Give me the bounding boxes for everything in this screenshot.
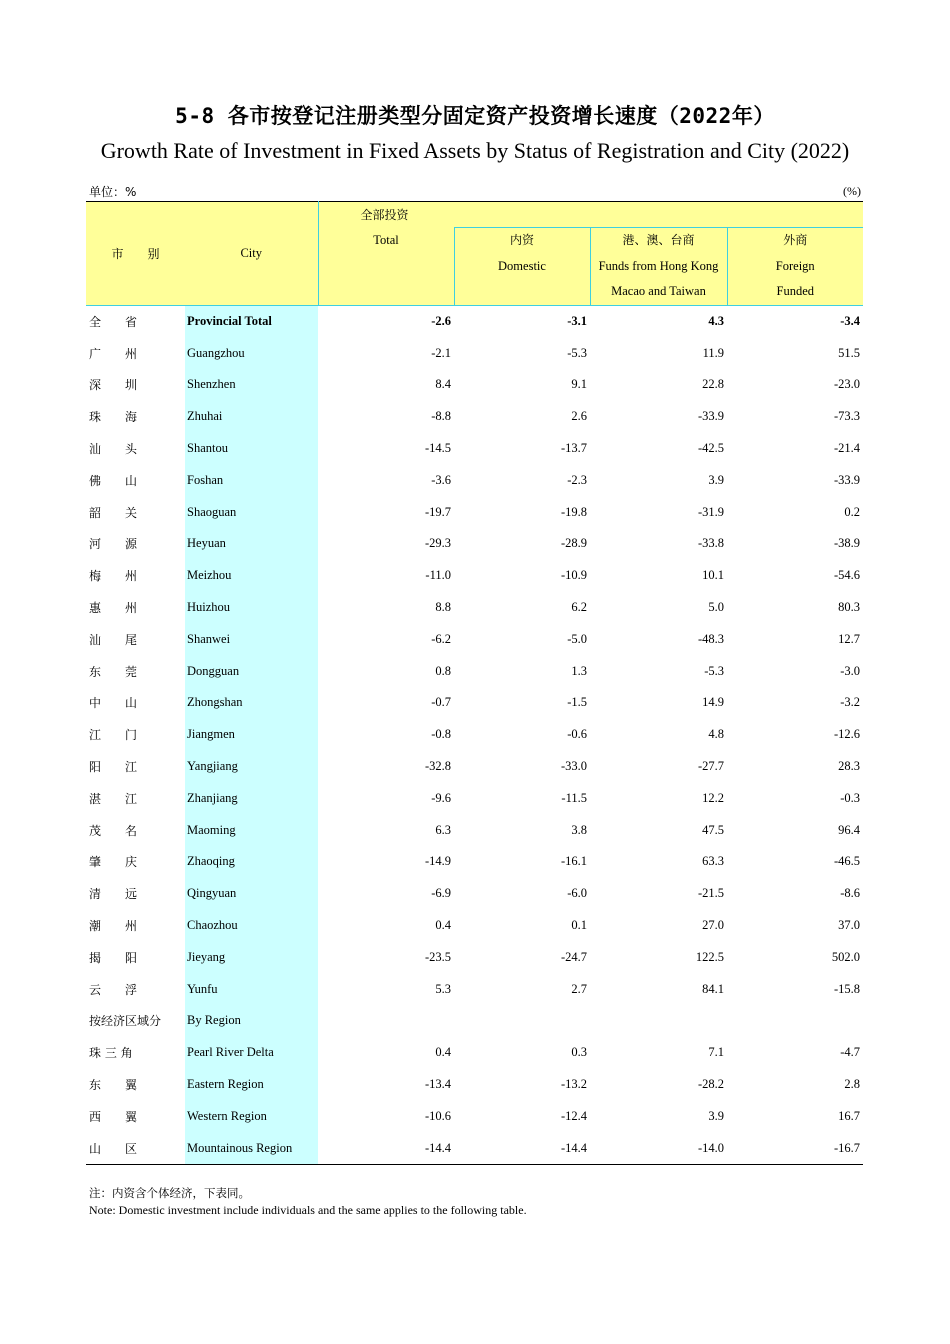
row-foreign-value: -73.3 <box>833 409 860 424</box>
row-city-cn: 深 圳 <box>89 378 138 393</box>
row-city-cn: 汕 头 <box>89 442 138 457</box>
table-row <box>86 433 863 465</box>
row-total-value: -0.8 <box>431 727 451 742</box>
row-hmt-value: 22.8 <box>702 377 724 392</box>
row-hmt-value: 5.0 <box>708 600 724 615</box>
row-hmt-value: 122.5 <box>695 949 724 964</box>
table-row <box>86 401 863 433</box>
row-city-cn: 东 莞 <box>89 664 138 679</box>
row-city-en: Maoming <box>185 814 318 846</box>
row-city-en: Jiangmen <box>185 719 318 751</box>
table-row <box>86 910 863 942</box>
table-row <box>86 1132 863 1164</box>
row-total-value: -2.1 <box>431 345 451 360</box>
header-domestic <box>454 228 590 306</box>
table-row <box>86 305 863 337</box>
row-domestic-value: -13.2 <box>560 1077 587 1092</box>
footnote-cn: 注：内资含个体经济，下表同。 <box>89 1186 250 1200</box>
row-foreign-value: -33.9 <box>833 472 860 487</box>
row-hmt-value: -48.3 <box>697 631 724 646</box>
row-hmt-value: -33.9 <box>697 409 724 424</box>
row-foreign-value: -12.6 <box>833 727 860 742</box>
row-foreign-value <box>727 1005 863 1037</box>
row-domestic-value <box>454 1005 590 1037</box>
row-city-cn: 梅 州 <box>89 569 138 584</box>
row-hmt-value: 7.1 <box>708 1045 724 1060</box>
row-city-cn: 全 省 <box>89 314 138 329</box>
row-city-cn: 韶 关 <box>89 505 138 520</box>
row-city-en: Mountainous Region <box>185 1132 318 1164</box>
row-domestic-value: 0.3 <box>571 1045 587 1060</box>
row-domestic-value: -1.5 <box>567 695 587 710</box>
row-domestic-value: 1.3 <box>571 663 587 678</box>
row-city-en: Shenzhen <box>185 369 318 401</box>
table-row <box>86 878 863 910</box>
header-total-en: Total <box>318 228 454 306</box>
row-total-value: 0.8 <box>435 663 451 678</box>
row-domestic-value: 2.7 <box>571 981 587 996</box>
row-domestic-value: -3.1 <box>567 313 587 328</box>
row-foreign-value: -4.7 <box>840 1045 860 1060</box>
row-city-cn: 珠 海 <box>89 410 138 425</box>
table-row <box>86 846 863 878</box>
header-foreign-en-1: Foreign <box>775 258 815 273</box>
row-city-cn: 茂 名 <box>89 823 138 838</box>
row-city-en: Zhuhai <box>185 401 318 433</box>
row-hmt-value: -31.9 <box>697 504 724 519</box>
row-domestic-value: -11.5 <box>561 790 587 805</box>
row-foreign-value: -3.0 <box>840 663 860 678</box>
row-city-en: Shaoguan <box>185 496 318 528</box>
row-domestic-value: -6.0 <box>567 886 587 901</box>
row-domestic-value: -33.0 <box>560 759 587 774</box>
row-hmt-value: 14.9 <box>702 695 724 710</box>
table-row <box>86 1100 863 1132</box>
header-hmt-cn: 港、澳、台商 <box>622 233 695 247</box>
row-city-cn: 云 浮 <box>89 982 138 997</box>
row-city-en: Zhanjiang <box>185 782 318 814</box>
footnote-en: Note: Domestic investment include individuals and the same applies to the following table. <box>89 1203 527 1217</box>
row-total-value: -19.7 <box>424 504 451 519</box>
row-city-en: Yunfu <box>185 973 318 1005</box>
row-domestic-value: -5.0 <box>567 631 587 646</box>
row-domestic-value: 9.1 <box>571 377 587 392</box>
row-city-cn: 江 门 <box>89 728 138 743</box>
row-total-value: -11.0 <box>425 568 451 583</box>
row-domestic-value: -16.1 <box>560 854 587 869</box>
row-hmt-value: -42.5 <box>697 441 724 456</box>
row-hmt-value: 3.9 <box>708 1108 724 1123</box>
table-row <box>86 1037 863 1069</box>
row-total-value: -32.8 <box>424 759 451 774</box>
row-city-cn: 按经济区域分 <box>89 1014 162 1029</box>
row-foreign-value: -15.8 <box>833 981 860 996</box>
row-total-value: 6.3 <box>435 822 451 837</box>
row-foreign-value: -54.6 <box>833 568 860 583</box>
data-table <box>86 201 863 1165</box>
unit-label-en: (%) <box>843 184 861 198</box>
row-total-value: -9.6 <box>431 790 451 805</box>
header-domestic-cn: 内资 <box>509 233 534 247</box>
row-foreign-value: -23.0 <box>833 377 860 392</box>
row-city-cn: 清 远 <box>89 887 138 902</box>
row-city-en: Jieyang <box>185 941 318 973</box>
row-city-cn: 广 州 <box>89 346 138 361</box>
row-total-value: -14.9 <box>424 854 451 869</box>
row-domestic-value: 0.1 <box>571 918 587 933</box>
table-row <box>86 464 863 496</box>
row-city-en: Heyuan <box>185 528 318 560</box>
row-city-en: Shanwei <box>185 623 318 655</box>
row-domestic-value: -28.9 <box>560 536 587 551</box>
table-row <box>86 560 863 592</box>
row-domestic-value: -10.9 <box>560 568 587 583</box>
row-domestic-value: -0.6 <box>567 727 587 742</box>
table-row <box>86 369 863 401</box>
row-hmt-value: 3.9 <box>708 472 724 487</box>
header-foreign <box>727 228 863 306</box>
row-total-value: -14.5 <box>424 441 451 456</box>
table-row <box>86 1005 863 1037</box>
row-domestic-value: -2.3 <box>567 472 587 487</box>
row-city-en: Foshan <box>185 464 318 496</box>
row-city-cn: 湛 江 <box>89 791 138 806</box>
row-domestic-value: 2.6 <box>571 409 587 424</box>
row-city-en: Qingyuan <box>185 878 318 910</box>
row-hmt-value: 84.1 <box>702 981 724 996</box>
row-city-cn: 汕 尾 <box>89 632 138 647</box>
table-row <box>86 1069 863 1101</box>
row-total-value: -6.2 <box>431 631 451 646</box>
header-hmt <box>590 228 727 306</box>
row-foreign-value: 0.2 <box>844 504 860 519</box>
header-city-en: City <box>185 202 318 306</box>
row-total-value: -2.6 <box>431 313 451 328</box>
row-city-cn: 肇 庆 <box>89 855 138 870</box>
row-hmt-value: -33.8 <box>697 536 724 551</box>
row-foreign-value: 2.8 <box>844 1077 860 1092</box>
row-city-en: Dongguan <box>185 655 318 687</box>
row-foreign-value: 80.3 <box>838 600 860 615</box>
row-city-en: Pearl River Delta <box>185 1037 318 1069</box>
row-city-en: Huizhou <box>185 592 318 624</box>
row-total-value: 0.4 <box>435 918 451 933</box>
row-total-value: -0.7 <box>431 695 451 710</box>
row-hmt-value: -27.7 <box>697 759 724 774</box>
row-domestic-value: -13.7 <box>560 441 587 456</box>
row-hmt-value: 4.8 <box>708 727 724 742</box>
table-row <box>86 623 863 655</box>
row-foreign-value: -0.3 <box>840 790 860 805</box>
row-hmt-value: 47.5 <box>702 822 724 837</box>
row-city-cn: 山 区 <box>89 1141 138 1156</box>
row-foreign-value: -21.4 <box>833 441 860 456</box>
row-domestic-value: -5.3 <box>567 345 587 360</box>
row-city-cn: 中 山 <box>89 696 138 711</box>
row-total-value: 0.4 <box>435 1045 451 1060</box>
row-total-value: -14.4 <box>424 1140 451 1155</box>
row-foreign-value: -3.2 <box>840 695 860 710</box>
row-foreign-value: 37.0 <box>838 918 860 933</box>
row-hmt-value: 63.3 <box>702 854 724 869</box>
row-foreign-value: 12.7 <box>838 631 860 646</box>
row-city-en: Shantou <box>185 433 318 465</box>
row-city-cn: 珠 三 角 <box>89 1046 133 1061</box>
row-foreign-value: 51.5 <box>838 345 860 360</box>
row-foreign-value: 28.3 <box>838 759 860 774</box>
header-city-cn: 市 别 <box>86 202 185 306</box>
row-foreign-value: -3.4 <box>840 313 860 328</box>
row-total-value: 8.4 <box>435 377 451 392</box>
row-city-en: Provincial Total <box>185 305 318 337</box>
row-city-en: Yangjiang <box>185 751 318 783</box>
row-city-en: Meizhou <box>185 560 318 592</box>
row-city-en: Zhaoqing <box>185 846 318 878</box>
header-domestic-en: Domestic <box>498 258 546 273</box>
table-row <box>86 719 863 751</box>
page-title-en: Growth Rate of Investment in Fixed Assets by Status of Registration and City (2022) <box>100 138 850 163</box>
row-domestic-value: -14.4 <box>560 1140 587 1155</box>
row-hmt-value: 10.1 <box>702 568 724 583</box>
row-foreign-value: -38.9 <box>833 536 860 551</box>
table-row <box>86 941 863 973</box>
row-city-cn: 阳 江 <box>89 760 138 775</box>
row-foreign-value: 502.0 <box>831 949 860 964</box>
row-domestic-value: 3.8 <box>571 822 587 837</box>
row-city-cn: 东 翼 <box>89 1078 138 1093</box>
table-row <box>86 496 863 528</box>
table-row <box>86 751 863 783</box>
header-hmt-en-1: Funds from Hong Kong <box>598 258 719 273</box>
row-hmt-value: -14.0 <box>697 1140 724 1155</box>
row-hmt-value: 4.3 <box>708 313 724 328</box>
row-hmt-value: 11.9 <box>702 345 724 360</box>
row-foreign-value: -46.5 <box>833 854 860 869</box>
table-row <box>86 814 863 846</box>
row-total-value: -23.5 <box>424 949 451 964</box>
row-total-value: -10.6 <box>424 1108 451 1123</box>
header-hmt-en-2: Macao and Taiwan <box>611 284 706 298</box>
page-title-cn: 5-8 各市按登记注册类型分固定资产投资增长速度（2022年） <box>175 104 775 128</box>
table-row <box>86 337 863 369</box>
header-total-cn: 全部投资 <box>318 202 454 228</box>
row-domestic-value: -12.4 <box>560 1108 587 1123</box>
unit-label: 单位：% <box>89 185 137 199</box>
row-hmt-value: 12.2 <box>702 790 724 805</box>
table-row <box>86 592 863 624</box>
row-city-en: Zhongshan <box>185 687 318 719</box>
row-hmt-value: -21.5 <box>697 886 724 901</box>
table-row <box>86 782 863 814</box>
table-row <box>86 973 863 1005</box>
row-foreign-value: -8.6 <box>840 886 860 901</box>
row-city-cn: 西 翼 <box>89 1109 138 1124</box>
row-city-en: Western Region <box>185 1100 318 1132</box>
row-city-cn: 揭 阳 <box>89 950 138 965</box>
row-city-en: By Region <box>185 1005 318 1037</box>
row-city-en: Guangzhou <box>185 337 318 369</box>
row-hmt-value: -5.3 <box>704 663 724 678</box>
table-row <box>86 687 863 719</box>
row-domestic-value: -24.7 <box>560 949 587 964</box>
row-total-value: -3.6 <box>431 472 451 487</box>
row-city-en: Chaozhou <box>185 910 318 942</box>
row-city-cn: 河 源 <box>89 537 138 552</box>
row-domestic-value: 6.2 <box>571 600 587 615</box>
row-foreign-value: 16.7 <box>838 1108 860 1123</box>
row-hmt-value <box>590 1005 727 1037</box>
row-total-value: 8.8 <box>435 600 451 615</box>
row-foreign-value: -16.7 <box>833 1140 860 1155</box>
row-total-value: -6.9 <box>431 886 451 901</box>
row-foreign-value: 96.4 <box>838 822 860 837</box>
row-city-cn: 惠 州 <box>89 601 138 616</box>
row-city-cn: 潮 州 <box>89 919 138 934</box>
table-row <box>86 655 863 687</box>
row-hmt-value: 27.0 <box>702 918 724 933</box>
row-city-cn: 佛 山 <box>89 473 138 488</box>
row-total-value: 5.3 <box>435 981 451 996</box>
header-foreign-en-2: Funded <box>776 284 814 298</box>
row-total-value: -29.3 <box>424 536 451 551</box>
table-row <box>86 528 863 560</box>
row-total-value <box>318 1005 454 1037</box>
row-hmt-value: -28.2 <box>697 1077 724 1092</box>
header-foreign-cn: 外商 <box>783 233 808 247</box>
row-city-en: Eastern Region <box>185 1069 318 1101</box>
row-domestic-value: -19.8 <box>560 504 587 519</box>
row-total-value: -8.8 <box>431 409 451 424</box>
row-total-value: -13.4 <box>424 1077 451 1092</box>
